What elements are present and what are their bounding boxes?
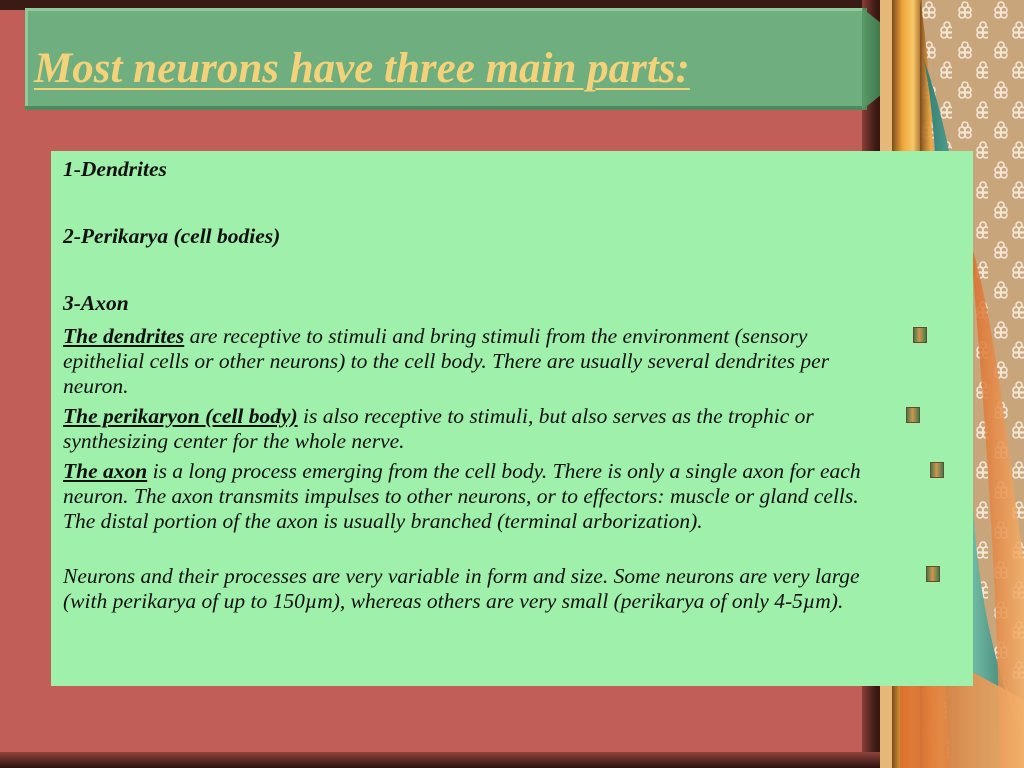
bottom-shadow: [0, 752, 884, 768]
paragraph-variability: [63, 564, 878, 614]
paragraph-axon: [63, 459, 878, 534]
part-perikarya: 2-Perikarya (cell bodies): [63, 224, 281, 248]
paragraph-lead: The perikaryon (cell body): [63, 404, 298, 428]
bullet-icon: [906, 407, 920, 423]
title-box-bevel: [862, 8, 880, 110]
paragraph-text: is also receptive to stimuli, but also serves as the trophic or synthesizing center for the whole nerve.: [63, 404, 814, 453]
part-axon: 3-Axon: [63, 291, 129, 315]
slide-title: Most neurons have three main parts:: [34, 45, 690, 92]
bullet-icon: [930, 462, 944, 478]
paragraph-dendrites: [63, 324, 878, 399]
paragraph-perikaryon: [63, 404, 878, 454]
paragraph-text: is a long process emerging from the cell body. There is only a single axon for each neuron. The axon transmits impulses to other neurons, or to effectors: muscle or gland cells. The distal portion of the axon is usually branched (terminal arborization).: [63, 459, 861, 533]
bullet-icon: [926, 566, 940, 582]
content-box: [51, 151, 973, 686]
paragraph-text: Neurons and their processes are very variable in form and size. Some neurons are very large (with perikarya of up to 150µm), whereas others are very small (perikarya of only 4-5µm).: [63, 564, 860, 613]
paragraph-lead: The dendrites: [63, 324, 185, 348]
part-dendrites: 1-Dendrites: [63, 157, 167, 181]
bullet-icon: [913, 327, 927, 343]
paragraph-lead: The axon: [63, 459, 148, 483]
paragraph-text: are receptive to stimuli and bring stimuli from the environment (sensory epithelial cells or other neurons) to the cell body. There are usually several dendrites per neuron.: [63, 324, 830, 398]
